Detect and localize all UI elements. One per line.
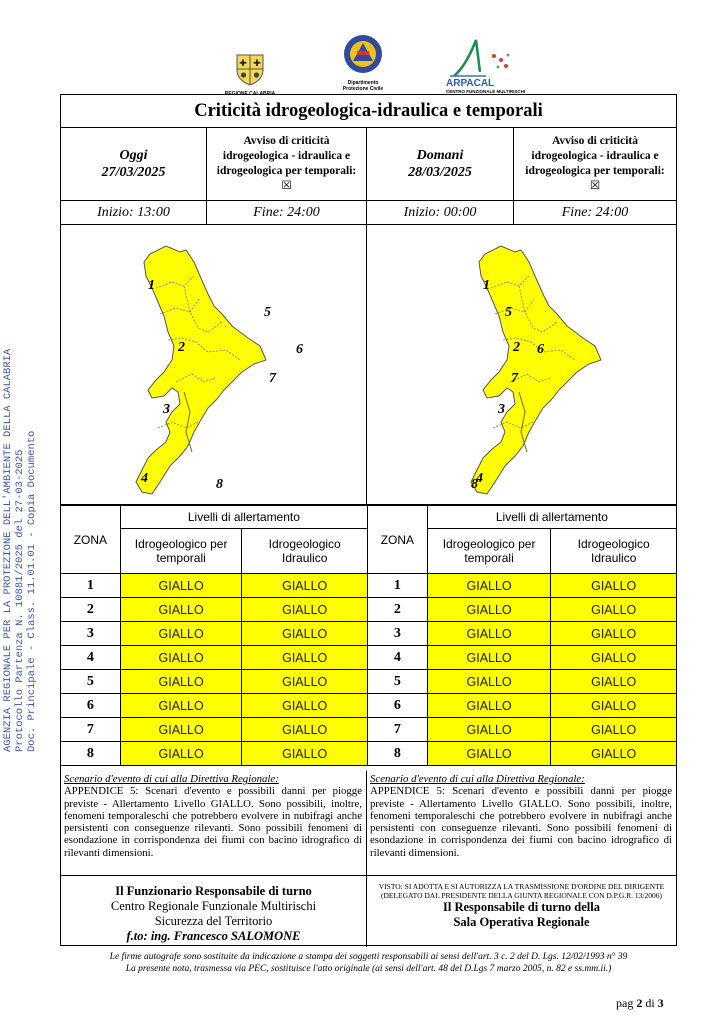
tomorrow-avviso-line3: idrogeologica per temporali: bbox=[525, 165, 665, 177]
signature-right-title-line1: Il Responsabile di turno della bbox=[443, 900, 600, 914]
idraulico-level-cell: GIALLO bbox=[242, 646, 368, 670]
today-scenario-text: APPENDICE 5: Scenari d'evento e possibili danni per piogge previste - Allertamento Livello GIALLO. Sono possibili, inoltre, fenomeni temporaleschi che potrebbero evolvere in nubifragi anche persistenti con conseguenze rilevanti. Sono possibili fenomeni di esondazione in corrispondenza dei fiumi con bacino idrografico di rilevanti dimensioni. bbox=[64, 785, 362, 859]
today-scenario-title: Scenario d'evento di cui alla Direttiva Regionale: bbox=[64, 773, 279, 785]
zone-number-cell: 5 bbox=[368, 670, 428, 694]
temporali-level-cell: GIALLO bbox=[120, 574, 242, 598]
table-row bbox=[368, 646, 677, 670]
idraulico-level-cell: GIALLO bbox=[242, 694, 368, 718]
regione-calabria-logo bbox=[220, 52, 280, 97]
zone-number-cell: 4 bbox=[368, 646, 428, 670]
zone-number-cell: 3 bbox=[368, 622, 428, 646]
footer-line1: Le firme autografe sono sostituite da indicazione a stampa dei soggetti responsabili ai sensi dell'art. 3 c. 2 del D. Lgs. 12/02/1993 n° 39 bbox=[109, 952, 628, 962]
tomorrow-scenario bbox=[367, 771, 676, 876]
zone-number-cell: 2 bbox=[368, 598, 428, 622]
zone-number-cell: 7 bbox=[61, 718, 121, 742]
table-row bbox=[368, 574, 677, 598]
table-row bbox=[368, 598, 677, 622]
dipartimento-caption-line1: Dipartimento bbox=[347, 80, 379, 86]
tomorrow-calabria-map bbox=[367, 225, 676, 505]
zone-number-cell: 6 bbox=[368, 694, 428, 718]
arpacal-name: ARPACAL bbox=[446, 78, 495, 89]
zone-number-cell: 6 bbox=[61, 694, 121, 718]
table-row bbox=[61, 718, 368, 742]
zone-number-cell: 8 bbox=[368, 742, 428, 766]
regione-calabria-emblem-icon bbox=[234, 52, 266, 86]
signature-left-title: Il Funzionario Responsabile di turno bbox=[115, 884, 312, 898]
table-row bbox=[368, 694, 677, 718]
signature-right-title-line2: Sala Operativa Regionale bbox=[453, 915, 590, 929]
tomorrow-avviso bbox=[514, 128, 676, 201]
today-zone-number-3: 3 bbox=[163, 402, 170, 417]
tomorrow-idraulico-header bbox=[551, 529, 677, 574]
today-zone-number-4: 4 bbox=[141, 471, 148, 486]
temporali-level-cell: GIALLO bbox=[427, 646, 551, 670]
today-zone-number-1: 1 bbox=[148, 278, 155, 293]
temporali-level-cell: GIALLO bbox=[427, 622, 551, 646]
signature-left-line2: Centro Regionale Funzionale Multirischi bbox=[110, 899, 317, 913]
idraulico-level-cell: GIALLO bbox=[242, 622, 368, 646]
tomorrow-header bbox=[367, 128, 514, 201]
tomorrow-zone-number-5: 5 bbox=[505, 305, 512, 320]
table-row bbox=[61, 646, 368, 670]
footer-line2: La presente nota, trasmessa via PEC, sostituisce l'atto originale (ai sensi dell'art. 48 del D.Lgs 7 marzo 2005, n. 82 e ss.mm.ii.) bbox=[125, 964, 612, 974]
tomorrow-zone-number-4: 4 bbox=[476, 471, 483, 486]
tomorrow-zone-number-6: 6 bbox=[537, 342, 544, 357]
zone-number-cell: 4 bbox=[61, 646, 121, 670]
today-avviso-line2: idrogeologica - idraulica e bbox=[222, 150, 351, 162]
temporali-level-cell: GIALLO bbox=[120, 670, 242, 694]
signature-right bbox=[367, 876, 676, 947]
temporali-level-cell: GIALLO bbox=[427, 694, 551, 718]
today-avviso-line1: Avviso di criticità bbox=[243, 135, 330, 147]
tomorrow-zone-number-8: 8 bbox=[471, 477, 478, 492]
today-start-time: Inizio: 13:00 bbox=[61, 201, 207, 225]
table-row bbox=[368, 670, 677, 694]
table-row bbox=[61, 622, 368, 646]
tomorrow-zone-number-7: 7 bbox=[511, 371, 518, 386]
temporali-level-cell: GIALLO bbox=[120, 742, 242, 766]
today-end-time: Fine: 24:00 bbox=[207, 201, 367, 225]
today-label: Oggi bbox=[119, 148, 148, 163]
protocol-stamp-line2: Protocollo Partenza N. 10881/2025 del 27-03-2025 bbox=[14, 449, 26, 752]
table-row bbox=[368, 718, 677, 742]
today-avviso-checkbox: ☒ bbox=[281, 180, 292, 192]
zone-number-cell: 2 bbox=[61, 598, 121, 622]
tomorrow-zona-header: ZONA bbox=[368, 506, 428, 574]
arpacal-emblem-icon bbox=[446, 36, 516, 78]
today-idraulico-header-l2: Idraulico bbox=[282, 551, 328, 565]
idraulico-level-cell: GIALLO bbox=[551, 646, 677, 670]
tomorrow-map-cell bbox=[367, 225, 676, 505]
tomorrow-zone-number-3: 3 bbox=[498, 402, 505, 417]
protocol-stamp-line1: AGENZIA REGIONALE PER LA PROTEZIONE DELL'AMBIENTE DELLA CALABRIA bbox=[2, 348, 14, 752]
today-avviso bbox=[207, 128, 367, 201]
protezione-civile-logo bbox=[332, 33, 394, 92]
zone-number-cell: 3 bbox=[61, 622, 121, 646]
protocol-stamp bbox=[2, 292, 38, 752]
tomorrow-scenario-title: Scenario d'evento di cui alla Direttiva Regionale: bbox=[370, 773, 585, 785]
idraulico-level-cell: GIALLO bbox=[551, 598, 677, 622]
bulletin-frame bbox=[60, 94, 677, 946]
table-row bbox=[368, 622, 677, 646]
arpacal-subtitle: CENTRO FUNZIONALE MULTIRISCHI bbox=[446, 89, 526, 94]
tomorrow-idraulico-header-l1: Idrogeologico bbox=[577, 537, 650, 551]
tomorrow-end-time: Fine: 24:00 bbox=[514, 201, 676, 225]
today-zone-rows bbox=[61, 574, 368, 766]
tomorrow-avviso-line2: idrogeologica - idraulica e bbox=[531, 150, 659, 162]
today-zone-number-7: 7 bbox=[269, 371, 276, 386]
tomorrow-date: 28/03/2025 bbox=[408, 165, 472, 180]
zone-number-cell: 1 bbox=[368, 574, 428, 598]
bulletin-title: Criticità idrogeologica-idraulica e temporali bbox=[61, 95, 676, 128]
today-zone-number-8: 8 bbox=[216, 477, 223, 492]
today-idraulico-header-l1: Idrogeologico bbox=[268, 537, 341, 551]
idraulico-level-cell: GIALLO bbox=[551, 694, 677, 718]
idraulico-level-cell: GIALLO bbox=[242, 574, 368, 598]
zone-number-cell: 8 bbox=[61, 742, 121, 766]
idraulico-level-cell: GIALLO bbox=[242, 598, 368, 622]
idraulico-level-cell: GIALLO bbox=[551, 622, 677, 646]
today-livelli-header: Livelli di allertamento bbox=[120, 506, 367, 529]
zone-number-cell: 1 bbox=[61, 574, 121, 598]
tomorrow-temporali-header-l2: temporali bbox=[464, 551, 514, 565]
signature-left-name: f.to: ing. Francesco SALOMONE bbox=[126, 929, 301, 943]
svg-text:✚: ✚ bbox=[239, 58, 247, 68]
page-of: di bbox=[645, 996, 655, 1010]
dipartimento-caption-line2: Protezione Civile bbox=[342, 86, 384, 92]
tomorrow-temporali-header bbox=[427, 529, 551, 574]
temporali-level-cell: GIALLO bbox=[427, 742, 551, 766]
today-idraulico-header bbox=[242, 529, 368, 574]
tomorrow-zone-number-1: 1 bbox=[483, 278, 490, 293]
svg-text:✚: ✚ bbox=[253, 58, 261, 68]
page-total: 3 bbox=[657, 996, 664, 1010]
tomorrow-start-time: Inizio: 00:00 bbox=[367, 201, 514, 225]
protezione-civile-emblem-icon bbox=[342, 33, 384, 75]
table-row bbox=[61, 670, 368, 694]
today-avviso-line3: idrogeologica per temporali: bbox=[216, 165, 357, 177]
today-map-cell bbox=[61, 225, 367, 505]
idraulico-level-cell: GIALLO bbox=[551, 718, 677, 742]
tomorrow-levels-table bbox=[367, 505, 677, 766]
idraulico-level-cell: GIALLO bbox=[551, 670, 677, 694]
protocol-stamp-line3: Doc. Principale - Class. 11.01.01 - Copia Documento bbox=[26, 430, 38, 752]
temporali-level-cell: GIALLO bbox=[120, 694, 242, 718]
today-zona-header: ZONA bbox=[61, 506, 121, 574]
temporali-level-cell: GIALLO bbox=[427, 718, 551, 742]
tomorrow-label: Domani bbox=[416, 148, 464, 163]
table-row bbox=[61, 598, 368, 622]
tomorrow-livelli-header: Livelli di allertamento bbox=[427, 506, 676, 529]
tomorrow-temporali-header-l1: Idrogeologico per bbox=[442, 537, 536, 551]
today-zone-number-5: 5 bbox=[264, 305, 271, 320]
zone-number-cell: 7 bbox=[368, 718, 428, 742]
temporali-level-cell: GIALLO bbox=[427, 574, 551, 598]
idraulico-level-cell: GIALLO bbox=[242, 742, 368, 766]
tomorrow-avviso-line1: Avviso di criticità bbox=[551, 135, 639, 147]
page-number bbox=[616, 996, 664, 1011]
today-temporali-header-l1: Idrogeologico per bbox=[134, 537, 228, 551]
today-calabria-map bbox=[61, 225, 367, 505]
tomorrow-zone-rows bbox=[368, 574, 677, 766]
signature-left-line3: Sicurezza del Territorio bbox=[154, 914, 273, 928]
tomorrow-scenario-text: APPENDICE 5: Scenari d'evento e possibili danni per piogge previste - Allertamento Livello GIALLO. Sono possibili, inoltre, fenomeni temporaleschi che potrebbero evolvere in nubifragi anche persistenti con conseguenze rilevanti. Sono possibili fenomeni di esondazione in corrispondenza dei fiumi con bacino idrografico di rilevanti dimensioni. bbox=[370, 785, 672, 859]
signature-left bbox=[61, 876, 367, 947]
temporali-level-cell: GIALLO bbox=[120, 718, 242, 742]
signature-right-visto-line1: VISTO: SI ADOTTA E SI AUTORIZZA LA TRASMISSIONE D'ORDINE DEL DIRIGENTE bbox=[378, 882, 665, 891]
table-row bbox=[61, 694, 368, 718]
today-header bbox=[61, 128, 207, 201]
page-current: 2 bbox=[636, 996, 643, 1010]
zone-number-cell: 5 bbox=[61, 670, 121, 694]
idraulico-level-cell: GIALLO bbox=[242, 718, 368, 742]
idraulico-level-cell: GIALLO bbox=[551, 574, 677, 598]
today-calabria-region bbox=[136, 246, 266, 494]
temporali-level-cell: GIALLO bbox=[427, 598, 551, 622]
tomorrow-zone-number-2: 2 bbox=[513, 340, 520, 355]
tomorrow-avviso-checkbox: ☒ bbox=[589, 180, 601, 192]
idraulico-level-cell: GIALLO bbox=[242, 670, 368, 694]
arpacal-logo bbox=[446, 36, 546, 95]
table-row bbox=[61, 742, 368, 766]
temporali-level-cell: GIALLO bbox=[120, 622, 242, 646]
tomorrow-idraulico-header-l2: Idraulico bbox=[591, 551, 637, 565]
temporali-level-cell: GIALLO bbox=[427, 670, 551, 694]
page-label: pag bbox=[616, 996, 634, 1010]
table-row bbox=[61, 574, 368, 598]
today-temporali-header-l2: temporali bbox=[156, 551, 206, 565]
temporali-level-cell: GIALLO bbox=[120, 646, 242, 670]
today-date: 27/03/2025 bbox=[101, 165, 166, 180]
today-zone-number-6: 6 bbox=[296, 342, 303, 357]
regione-calabria-caption: REGIONE CALABRIA bbox=[224, 91, 276, 97]
idraulico-level-cell: GIALLO bbox=[551, 742, 677, 766]
temporali-level-cell: GIALLO bbox=[120, 598, 242, 622]
today-scenario bbox=[61, 771, 367, 876]
today-zone-number-2: 2 bbox=[178, 340, 185, 355]
signature-right-visto-line2: (DELEGATO DAL PRESIDENTE DELLA GIUNTA REGIONALE CON D.P.G.R. 13/2006) bbox=[380, 891, 663, 900]
table-row bbox=[368, 742, 677, 766]
tomorrow-calabria-region bbox=[471, 246, 601, 494]
today-levels-table bbox=[60, 505, 368, 766]
today-temporali-header bbox=[120, 529, 242, 574]
